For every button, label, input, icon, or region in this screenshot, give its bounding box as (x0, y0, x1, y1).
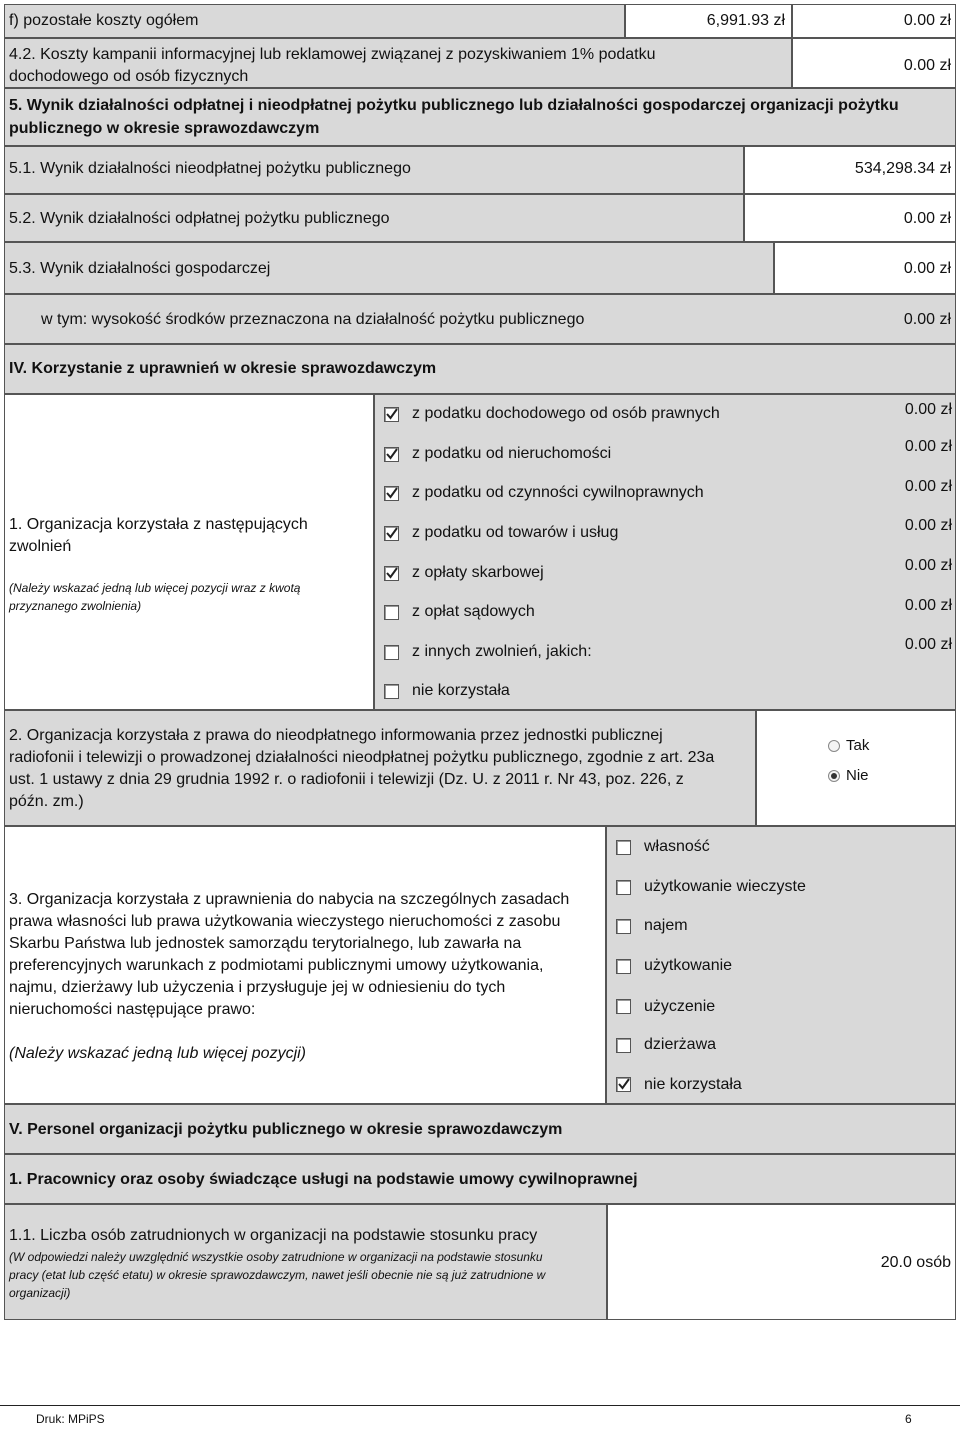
right-lease-label: najem (644, 917, 688, 934)
business-funds-value: 0.00 zł (903, 311, 951, 328)
footer-divider (0, 1405, 960, 1406)
right-ownership-label: własność (644, 838, 710, 855)
right-none-checkbox[interactable] (616, 1077, 631, 1092)
q3-note: (Należy wskazać jedną lub więcej pozycji) (9, 1045, 307, 1062)
section4-title: IV. Korzystanie z uprawnień w okresie sprawozdawczym (9, 360, 437, 377)
q1-question-cell (4, 394, 374, 710)
result-paid-value-cell (744, 194, 956, 242)
exemption-pcc-value: 0.00 zł (904, 478, 952, 495)
exemption-stamp-duty-checkbox[interactable] (384, 566, 399, 581)
other-costs-value: 6,991.93 zł (706, 12, 785, 29)
section5-title-cell (4, 88, 956, 146)
other-costs-value-cell (625, 4, 792, 38)
q2-question-line2: radiofonii i telewizji o prowadzonej działalności nieodpłatnej pożytku publicznego, zgodnie z art. 23a (9, 749, 715, 766)
exemption-other-value: 0.00 zł (904, 636, 952, 653)
result-paid-label: 5.2. Wynik działalności odpłatnej pożytku publicznego (9, 210, 390, 227)
right-usufruct-label: użytkowanie (644, 957, 733, 974)
other-costs-label: f) pozostałe koszty ogółem (9, 12, 199, 29)
exemption-property-tax-value: 0.00 zł (904, 438, 952, 455)
employee-count-note-line3: organizacji) (9, 1286, 71, 1300)
q3-question-cell (4, 826, 606, 1104)
page-number: 6 (905, 1412, 912, 1426)
exemption-vat-checkbox[interactable] (384, 526, 399, 541)
section5-personnel-title: V. Personel organizacji pożytku publicznego w okresie sprawozdawczym (9, 1121, 563, 1138)
exemption-pcc-checkbox[interactable] (384, 486, 399, 501)
employee-count-note-line2: pracy (etat lub część etatu) w okresie sprawozdawczym, nawet jeśli obecnie nie są już zatrudnione w (9, 1268, 546, 1282)
business-funds-row (4, 294, 956, 344)
footer-print-label: Druk: MPiPS (36, 1412, 105, 1426)
result-free-label: 5.1. Wynik działalności nieodpłatnej pożytku publicznego (9, 160, 411, 177)
other-costs-value2: 0.00 zł (903, 12, 951, 29)
q1-question-line2: zwolnień (9, 538, 72, 555)
q3-question-line4: preferencyjnych warunkach z podmiotami publicznymi umowy użytkowania, (9, 957, 544, 974)
right-ownership-checkbox[interactable] (616, 840, 631, 855)
exemption-other-label: z innych zwolnień, jakich: (412, 643, 592, 660)
campaign-costs-value: 0.00 zł (903, 57, 951, 74)
right-tenancy-checkbox[interactable] (616, 1038, 631, 1053)
right-lending-label: użyczenie (644, 998, 716, 1015)
result-business-value-cell (774, 242, 956, 294)
q3-question-line3: Skarbu Państwa lub jednostek samorządu terytorialnego, lub zawarła na (9, 935, 522, 952)
right-tenancy-label: dzierżawa (644, 1036, 717, 1053)
employee-count-value-cell (607, 1204, 956, 1320)
q2-question-line4: późn. zm.) (9, 793, 84, 810)
other-costs-label-cell (4, 4, 625, 38)
campaign-costs-label-cell (4, 38, 792, 88)
right-none-label: nie korzystała (644, 1076, 742, 1093)
section5-title-line1: 5. Wynik działalności odpłatnej i nieodpłatnej pożytku publicznego lub działalności gospodarczej organizacji pożytku (9, 97, 899, 114)
exemption-cit-value: 0.00 zł (904, 401, 952, 418)
exemption-court-fees-value: 0.00 zł (904, 597, 952, 614)
employees-subtitle-cell (4, 1154, 956, 1204)
q3-question-line2: prawa własności lub prawa użytkowania wieczystego nieruchomości z zasobu (9, 913, 561, 930)
employee-count-note-line1: (W odpowiedzi należy uwzględnić wszystkie osoby zatrudnione w organizacji na podstawie stosunku (9, 1250, 543, 1264)
q2-question-line3: ust. 1 ustawy z dnia 29 grudnia 1992 r. o radiofonii i telewizji (Dz. U. z 2011 r. Nr 43, poz. 226, z (9, 771, 684, 788)
result-business-value: 0.00 zł (903, 260, 951, 277)
right-usufruct-checkbox[interactable] (616, 959, 631, 974)
right-lease-checkbox[interactable] (616, 919, 631, 934)
result-free-value-cell (744, 146, 956, 194)
result-paid-label-cell (4, 194, 744, 242)
employee-count-question: 1.1. Liczba osób zatrudnionych w organizacji na podstawie stosunku pracy (9, 1227, 538, 1244)
q2-no-label: Nie (846, 767, 869, 784)
section5-personnel-title-cell (4, 1104, 956, 1154)
result-business-label-cell (4, 242, 774, 294)
result-free-value: 534,298.34 zł (854, 160, 951, 177)
q1-note-line1: (Należy wskazać jedną lub więcej pozycji wraz z kwotą (9, 581, 301, 595)
campaign-costs-value-cell (792, 38, 956, 88)
exemption-cit-checkbox[interactable] (384, 407, 399, 422)
exemption-other-checkbox[interactable] (384, 645, 399, 660)
employee-count-question-cell (4, 1204, 607, 1320)
right-lending-checkbox[interactable] (616, 999, 631, 1014)
exemption-none-label: nie korzystała (412, 682, 510, 699)
result-business-label: 5.3. Wynik działalności gospodarczej (9, 260, 271, 277)
right-perpetual-usufruct-checkbox[interactable] (616, 880, 631, 895)
q2-question-cell (4, 710, 756, 826)
q3-question-line6: nieruchomości następujące prawo: (9, 1001, 256, 1018)
exemption-property-tax-label: z podatku od nieruchomości (412, 445, 612, 462)
exemption-none-checkbox[interactable] (384, 684, 399, 699)
exemption-stamp-duty-value: 0.00 zł (904, 557, 952, 574)
q1-question-line1: 1. Organizacja korzystała z następujących (9, 516, 308, 533)
exemption-court-fees-checkbox[interactable] (384, 605, 399, 620)
right-perpetual-usufruct-label: użytkowanie wieczyste (644, 878, 806, 895)
exemption-cit-label: z podatku dochodowego od osób prawnych (412, 405, 720, 422)
employee-count-value: 20.0 osób (880, 1254, 951, 1271)
q2-question-line1: 2. Organizacja korzystała z prawa do nieodpłatnego informowania przez jednostki publicznej (9, 727, 663, 744)
exemption-pcc-label: z podatku od czynności cywilnoprawnych (412, 484, 704, 501)
exemption-vat-value: 0.00 zł (904, 517, 952, 534)
exemption-stamp-duty-label: z opłaty skarbowej (412, 564, 544, 581)
result-free-label-cell (4, 146, 744, 194)
exemption-property-tax-checkbox[interactable] (384, 447, 399, 462)
other-costs-value2-cell (792, 4, 956, 38)
campaign-costs-label-line1: 4.2. Koszty kampanii informacyjnej lub reklamowej związanej z pozyskiwaniem 1% podatku (9, 46, 656, 63)
q2-yes-radio[interactable] (828, 740, 840, 752)
business-funds-label: w tym: wysokość środków przeznaczona na działalność pożytku publicznego (41, 311, 585, 328)
result-paid-value: 0.00 zł (903, 210, 951, 227)
q1-note-line2: przyznanego zwolnienia) (9, 599, 142, 613)
exemption-vat-label: z podatku od towarów i usług (412, 524, 619, 541)
section4-title-cell (4, 344, 956, 394)
campaign-costs-label-line2: dochodowego od osób fizycznych (9, 68, 249, 85)
section5-title-line2: publicznego w okresie sprawozdawczym (9, 120, 320, 137)
q3-question-line5: najmu, dzierżawy lub użyczenia i przysługuje jej w odniesieniu do tych (9, 979, 506, 996)
q3-question-line1: 3. Organizacja korzystała z uprawnienia do nabycia na szczególnych zasadach (9, 891, 570, 908)
employees-subtitle: 1. Pracownicy oraz osoby świadczące usługi na podstawie umowy cywilnoprawnej (9, 1171, 638, 1188)
q2-yes-label: Tak (846, 737, 870, 754)
exemption-court-fees-label: z opłat sądowych (412, 603, 535, 620)
q2-no-radio[interactable] (828, 770, 840, 782)
